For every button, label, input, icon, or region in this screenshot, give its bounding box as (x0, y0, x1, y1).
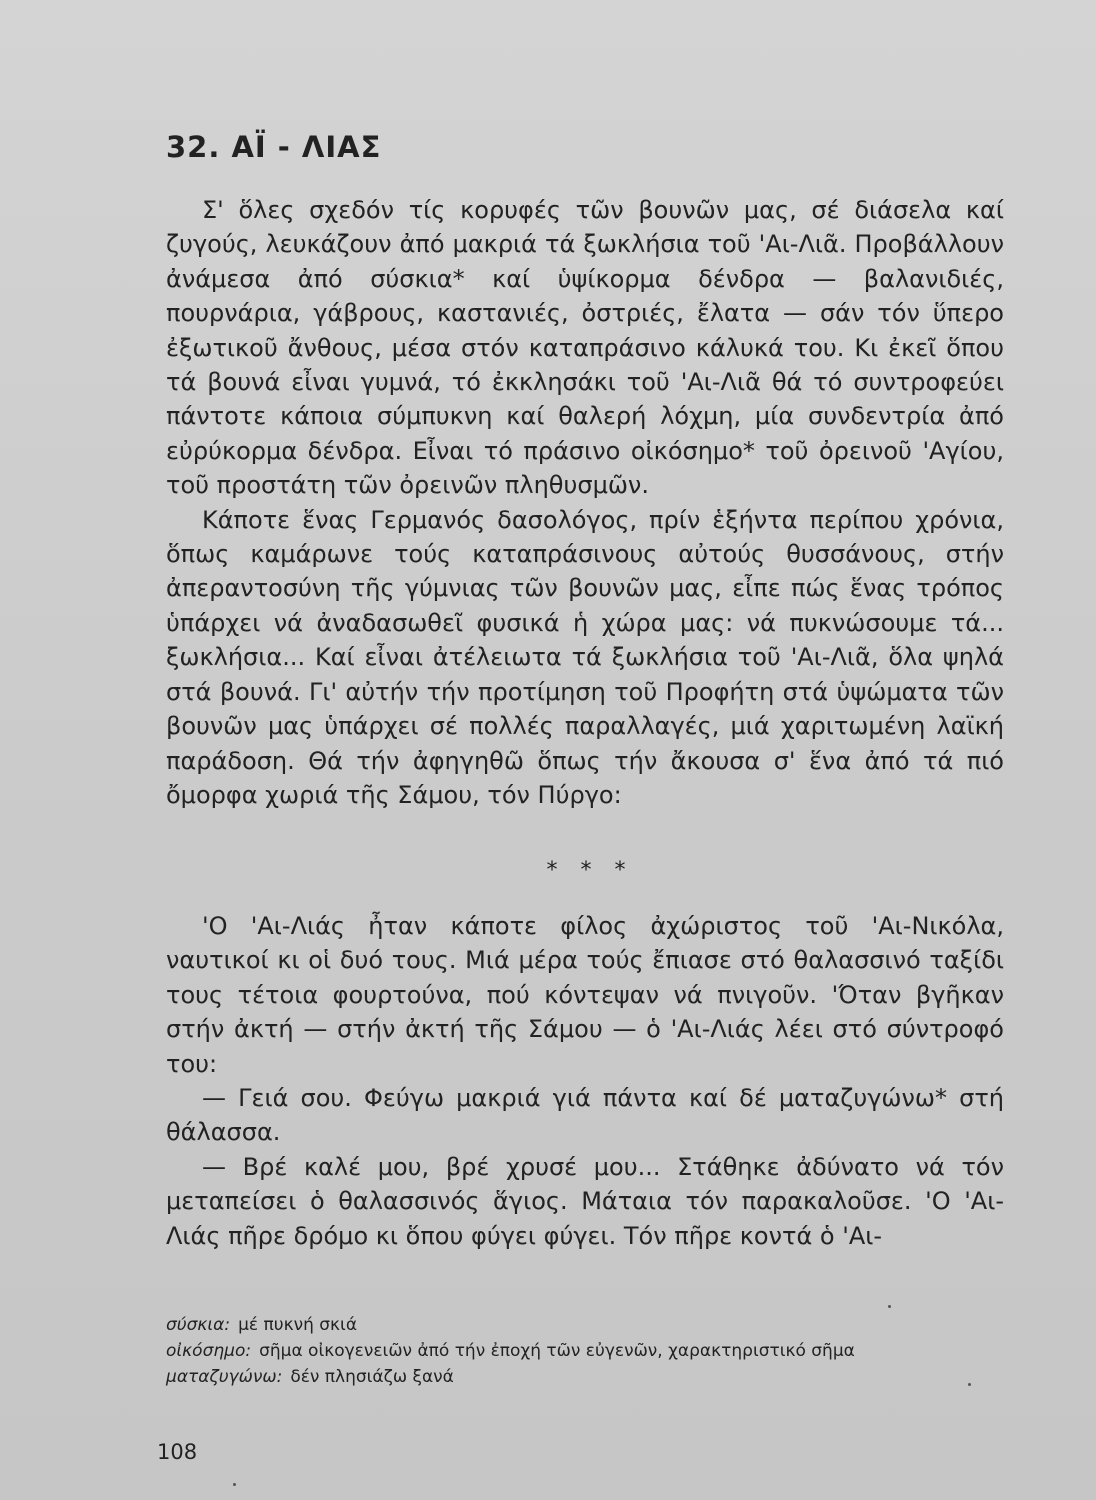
text-block-intro (166, 193, 1004, 812)
text-block-story (166, 909, 1004, 1253)
footnote-definition: σῆμα οἰκογενειῶν ἀπό τήν ἐποχή τῶν εὐγενῶν, χαρακτηριστικό σῆμα (259, 1341, 855, 1361)
page-number: 108 (157, 1440, 198, 1464)
section-separator: * * * (546, 858, 634, 883)
footnotes (166, 1312, 996, 1390)
paragraph: — Γειά σου. Φεύγω μακριά γιά πάντα καί δέ ματαζυγώνω* στή θάλασσα. (166, 1084, 1004, 1147)
footnote (166, 1312, 996, 1338)
paper-speck (968, 1383, 971, 1386)
footnote-definition: μέ πυκνή σκιά (238, 1315, 358, 1335)
paragraph: Σ' ὅλες σχεδόν τίς κορυφές τῶν βουνῶν μας, σέ διάσελα καί ζυγούς, λευκάζουν ἀπό μακριά τά ξωκλήσια τοῦ 'Αι-Λιᾶ. Προβάλλουν ἀνάμεσα ἀπό σύσκια* καί ὑψίκορμα δένδρα — βαλανιδιές, πουρνάρια, γάβρους, καστανιές, ὀστριές, ἔλατα — σάν τόν ὕπερο ἐξωτικοῦ ἄνθους, μέσα στόν καταπράσινο κάλυκά του. Κι ἐκεῖ ὅπου τά βουνά εἶναι γυμνά, τό ἐκκλησάκι τοῦ 'Αι-Λιᾶ θά τό συντροφεύει πάντοτε κάποια σύμπυκνη καί θαλερή λόχμη, μία συνδεντρία ἀπό εὐρύκορμα δένδρα. Εἶναι τό πράσινο οἰκόσημο* τοῦ ὀρεινοῦ 'Αγίου, τοῦ προστάτη τῶν ὀρεινῶν πληθυσμῶν. (166, 196, 1004, 500)
footnote-definition: δέν πλησιάζω ξανά (290, 1367, 454, 1387)
footnote-term: ματαζυγώνω: (166, 1367, 283, 1387)
paragraph: — Βρέ καλέ μου, βρέ χρυσέ μου... Στάθηκε ἀδύνατο νά τόν μεταπείσει ὁ θαλασσινός ἅγιος. Μάταια τόν παρακαλοῦσε. 'Ο 'Αι-Λιάς πῆρε δρόμο κι ὅπου φύγει φύγει. Τόν πῆρε κοντά ὁ 'Αι- (166, 1152, 1004, 1250)
chapter-title: 32. ΑΪ - ΛΙΑΣ (166, 130, 382, 164)
paper-speck (233, 1483, 236, 1486)
footnote-term: οἰκόσημο: (166, 1341, 252, 1361)
footnote (166, 1364, 996, 1390)
footnote (166, 1338, 996, 1364)
paper-speck (888, 1305, 891, 1308)
paragraph: Κάποτε ἕνας Γερμανός δασολόγος, πρίν ἑξήντα περίπου χρόνια, ὅπως καμάρωνε τούς καταπράσινους αὐτούς θυσσάνους, στήν ἀπεραντοσύνη τῆς γύμνιας τῶν βουνῶν μας, εἶπε πώς ἕνας τρόπος ὑπάρχει νά ἀναδασωθεῖ φυσικά ἡ χώρα μας: νά πυκνώσουμε τά... ξωκλήσια... Καί εἶναι ἀτέλειωτα τά ξωκλήσια τοῦ 'Αι-Λιᾶ, ὅλα ψηλά στά βουνά. Γι' αὐτήν τήν προτίμηση τοῦ Προφήτη στά ὑψώματα τῶν βουνῶν μας ὑπάρχει σέ πολλές παραλλαγές, μιά χαριτωμένη λαϊκή παράδοση. Θά τήν ἀφηγηθῶ ὅπως τήν ἄκουσα σ' ἕνα ἀπό τά πιό ὄμορφα χωριά τῆς Σάμου, τόν Πύργο: (166, 505, 1004, 809)
paragraph: 'Ο 'Αι-Λιάς ἦταν κάποτε φίλος ἀχώριστος τοῦ 'Αι-Νικόλα, ναυτικοί κι οἱ δυό τους. Μιά μέρα τούς ἔπιασε στό θαλασσινό ταξίδι τους τέτοια φουρτούνα, πού κόντεψαν νά πνιγοῦν. 'Όταν βγῆκαν στήν ἀκτή — στήν ἀκτή τῆς Σάμου — ὁ 'Αι-Λιάς λέει στό σύντροφό του: (166, 912, 1004, 1078)
footnote-term: σύσκια: (166, 1315, 231, 1335)
